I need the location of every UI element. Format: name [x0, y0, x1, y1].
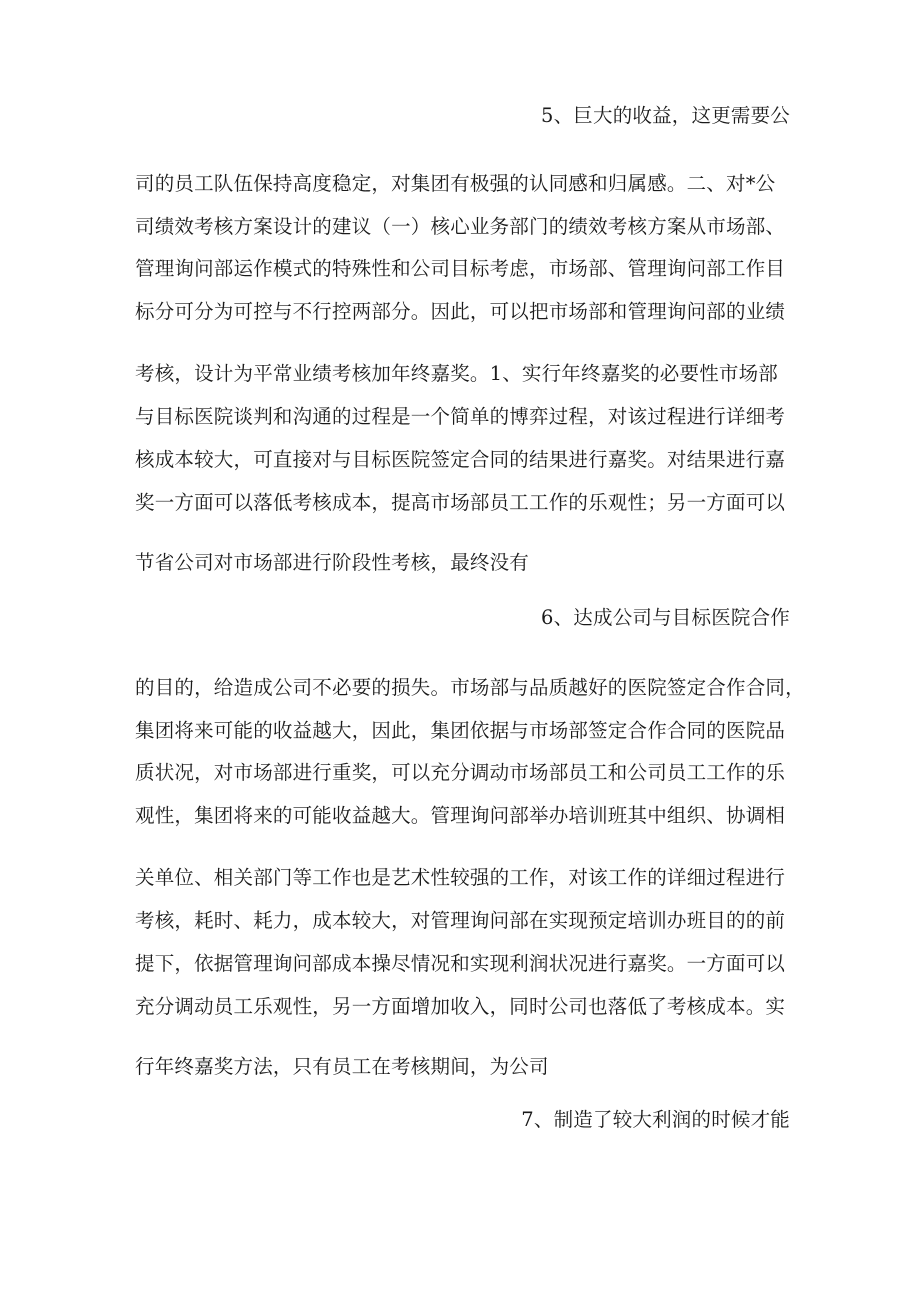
section-7-heading: 7、制造了较大利润的时候才能 — [521, 1108, 790, 1131]
paragraph-line: 观性，集团将来的可能收益越大。管理询问部举办培训班其中组织、协调相 — [135, 804, 786, 827]
section-5-heading: 5、巨大的收益，这更需要公 — [540, 104, 790, 127]
paragraph-line: 考核，设计为平常业绩考核加年终嘉奖。1、实行年终嘉奖的必要性市场部 — [135, 362, 779, 385]
paragraph-line: 标分可分为可控与不行控两部分。因此，可以把市场部和管理询问部的业绩 — [135, 300, 786, 323]
paragraph-line: 充分调动员工乐观性，另一方面增加收入，同时公司也落低了考核成本。实 — [135, 995, 786, 1018]
paragraph-line: 奖一方面可以落低考核成本，提高市场部员工工作的乐观性；另一方面可以 — [135, 491, 786, 514]
paragraph-line: 的目的，给造成公司不必要的损失。市场部与品质越好的医院签定合作合同， — [135, 676, 805, 699]
paragraph-line: 集团将来可能的收益越大，因此，集团依据与市场部签定合作合同的医院品 — [135, 719, 786, 742]
paragraph-line: 与目标医院谈判和沟通的过程是一个简单的博弈过程，对该过程进行详细考 — [135, 405, 786, 428]
paragraph-line: 质状况，对市场部进行重奖，可以充分调动市场部员工和公司员工工作的乐 — [135, 761, 786, 784]
paragraph-line: 提下，依据管理询问部成本操尽情况和实现利润状况进行嘉奖。一方面可以 — [135, 952, 786, 975]
paragraph-line: 司的员工队伍保持高度稳定，对集团有极强的认同感和归属感。二、对*公 — [135, 172, 776, 195]
paragraph-line: 节省公司对市场部进行阶段性考核，最终没有 — [135, 551, 530, 574]
paragraph-line: 管理询问部运作模式的特殊性和公司目标考虑，市场部、管理询问部工作目 — [135, 257, 786, 280]
paragraph-line: 关单位、相关部门等工作也是艺术性较强的工作，对该工作的详细过程进行 — [135, 866, 786, 889]
paragraph-line: 行年终嘉奖方法，只有员工在考核期间，为公司 — [135, 1055, 549, 1078]
paragraph-line: 司绩效考核方案设计的建议（一）核心业务部门的绩效考核方案从市场部、 — [135, 215, 786, 238]
paragraph-line: 核成本较大，可直接对与目标医院签定合同的结果进行嘉奖。对结果进行嘉 — [135, 448, 786, 471]
paragraph-line: 考核，耗时、耗力，成本较大，对管理询问部在实现预定培训办班目的的前 — [135, 909, 786, 932]
section-6-heading: 6、达成公司与目标医院合作 — [540, 606, 790, 629]
